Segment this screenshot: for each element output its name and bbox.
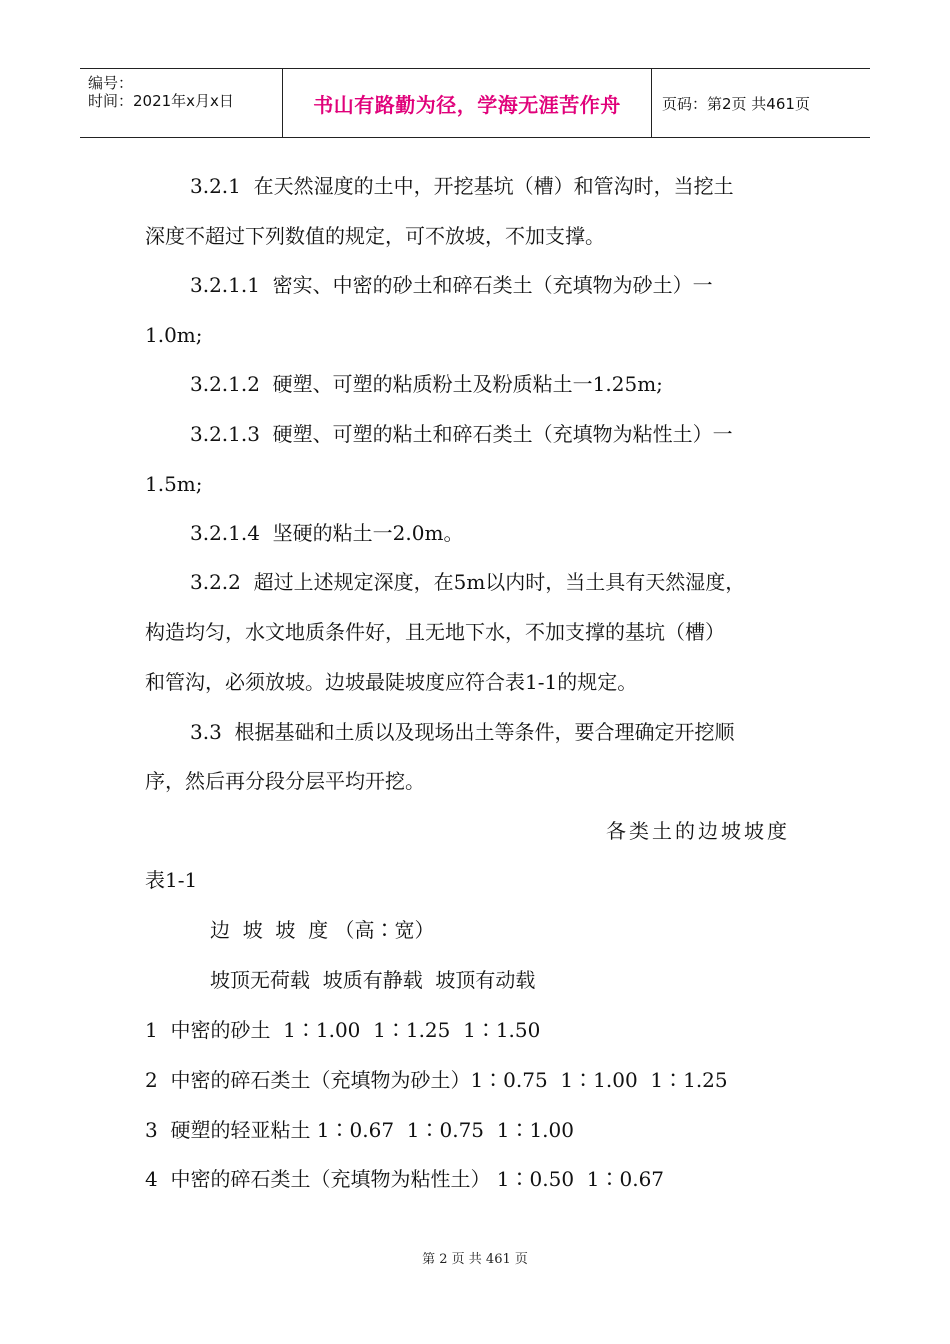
paragraph-line: 构造均匀，水文地质条件好，且无地下水，不加支撑的基坑（槽） [145, 620, 725, 644]
date-label: 时间：2021年x月x日 [88, 92, 234, 110]
table-row: 1 中密的砂土 1∶1.00 1∶1.25 1∶1.50 [145, 1018, 541, 1042]
paragraph-line: 1.5m; [145, 472, 203, 496]
paragraph-line: 3.3 根据基础和土质以及现场出土等条件，要合理确定开挖顺 [190, 720, 735, 744]
table-row: 3 硬塑的轻亚粘土 1∶0.67 1∶0.75 1∶1.00 [145, 1118, 574, 1142]
paragraph-line: 和管沟，必须放坡。边坡最陡坡度应符合表1-1的规定。 [145, 670, 638, 694]
paragraph-line: 3.2.1 在天然湿度的土中，开挖基坑（槽）和管沟时，当挖土 [190, 174, 734, 198]
paragraph-line: 深度不超过下列数值的规定，可不放坡，不加支撑。 [145, 224, 605, 248]
page-header [80, 68, 870, 138]
paragraph-line: 序，然后再分段分层平均开挖。 [145, 769, 425, 793]
paragraph-line: 3.2.1.2 硬塑、可塑的粘质粉土及粉质粘土一1.25m; [190, 372, 663, 396]
motto: 书山有路勤为径，学海无涯苦作舟 [283, 69, 652, 137]
paragraph-line: 3.2.1.3 硬塑、可塑的粘土和碎石类土（充填物为粘性土）一 [190, 422, 733, 446]
table-row: 2 中密的碎石类土（充填物为砂土）1∶0.75 1∶1.00 1∶1.25 [145, 1068, 728, 1092]
table-label: 表1-1 [145, 868, 198, 892]
page-footer: 第 2 页 共 461 页 [422, 1252, 528, 1267]
table-row: 4 中密的碎石类土（充填物为粘性土） 1∶0.50 1∶0.67 [145, 1167, 665, 1191]
paragraph-line: 3.2.2 超过上述规定深度，在5m以内时，当土具有天然湿度， [190, 570, 746, 594]
paragraph-line: 1.0m; [145, 323, 203, 347]
paragraph-line: 3.2.1.4 坚硬的粘土一2.0m。 [190, 521, 464, 545]
table-subheader: 坡顶无荷载 坡质有静载 坡顶有动载 [210, 968, 536, 992]
table-title: 各类土的边坡坡度 [606, 819, 790, 843]
header-meta-cell [80, 69, 283, 137]
number-label: 编号： [88, 74, 134, 92]
table-header: 边 坡 坡 度 （高∶宽） [210, 918, 435, 942]
paragraph-line: 3.2.1.1 密实、中密的砂土和碎石类土（充填物为砂土）一 [190, 273, 713, 297]
page-number-label: 页码：第2页 共461页 [662, 94, 810, 113]
